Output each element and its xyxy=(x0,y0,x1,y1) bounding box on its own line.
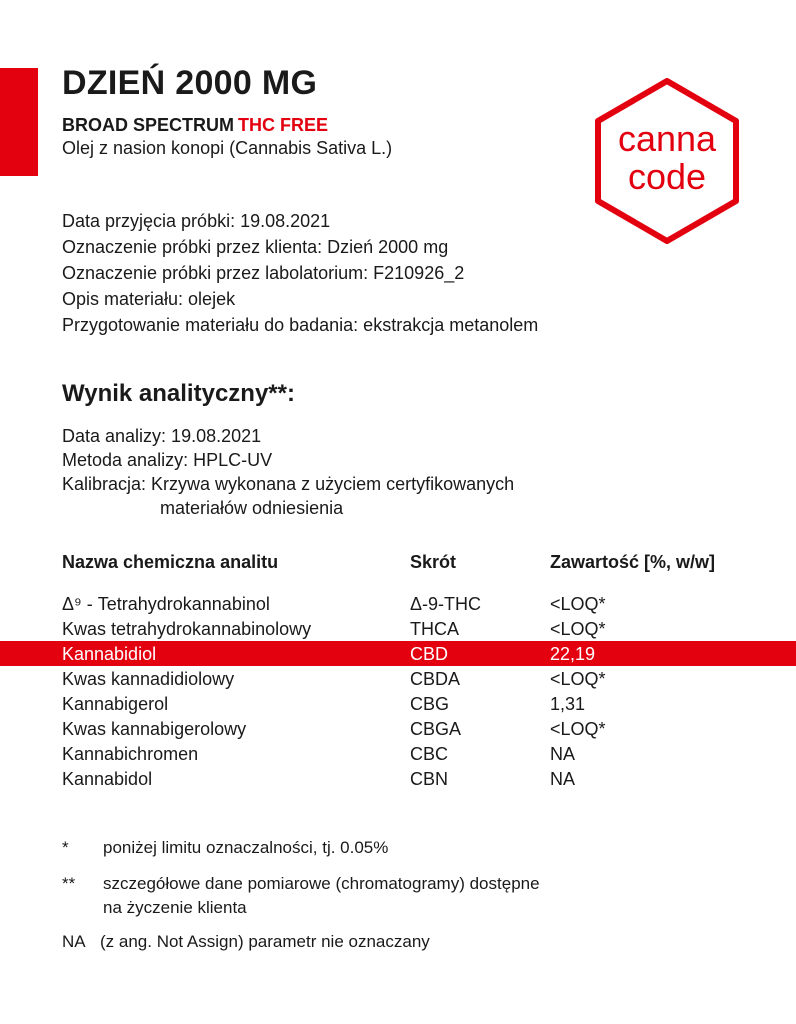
table-row xyxy=(0,591,796,616)
material-preparation: Przygotowanie materiału do badania: ekstrakcja metanolem xyxy=(62,315,539,335)
analyte-abbr: CBGA xyxy=(410,719,462,739)
analyte-value: <LOQ* xyxy=(550,594,606,614)
spectrum-label: BROAD SPECTRUM xyxy=(62,115,235,135)
analysis-info xyxy=(62,424,514,520)
logo-line-2: code xyxy=(627,156,707,197)
calibration-line-1: Kalibracja: Krzywa wykonana z użyciem certyfikowanych xyxy=(62,474,515,494)
table-row xyxy=(0,766,796,791)
footnote-3-mark: NA xyxy=(62,932,86,951)
analyte-abbr: CBD xyxy=(410,644,449,664)
analyte-abbr: CBC xyxy=(410,744,449,764)
sample-info xyxy=(62,208,538,338)
table-row-highlighted xyxy=(0,641,796,666)
analyte-abbr: CBN xyxy=(410,769,449,789)
analysis-title: Wynik analityczny**: xyxy=(62,380,295,407)
canna-code-logo xyxy=(592,75,742,247)
sample-date: Data przyjęcia próbki: 19.08.2021 xyxy=(62,211,331,231)
analyte-value: <LOQ* xyxy=(550,669,606,689)
logo-line-1: canna xyxy=(617,118,717,159)
product-title: DZIEŃ 2000 MG xyxy=(62,64,318,102)
footnote-1-text: poniżej limitu oznaczalności, tj. 0.05% xyxy=(103,838,389,857)
analysis-date: Data analizy: 19.08.2021 xyxy=(62,426,262,446)
analyte-abbr: Δ-9-THC xyxy=(410,594,482,614)
footnote-2-text-cont: na życzenie klienta xyxy=(103,898,247,917)
analyte-value: 1,31 xyxy=(550,694,586,714)
header-content: Zawartość [%, w/w] xyxy=(550,552,716,572)
analyte-abbr: THCA xyxy=(410,619,459,639)
analyte-name: Kannabidiol xyxy=(62,644,157,664)
calibration-line-2: materiałów odniesienia xyxy=(160,498,344,518)
analyte-name: Kannabigerol xyxy=(62,694,169,714)
table-row xyxy=(0,741,796,766)
header-abbr: Skrót xyxy=(410,552,457,572)
product-subtitle xyxy=(62,115,328,136)
client-sample-id: Oznaczenie próbki przez klienta: Dzień 2000 mg xyxy=(62,237,449,257)
accent-bar xyxy=(0,68,38,176)
material-description: Opis materiału: olejek xyxy=(62,289,236,309)
analysis-method: Metoda analizy: HPLC-UV xyxy=(62,450,273,470)
footnote-3-text: (z ang. Not Assign) parametr nie oznaczany xyxy=(100,932,430,951)
footnote-1-mark: * xyxy=(62,838,69,857)
analyte-abbr: CBDA xyxy=(410,669,461,689)
table-row xyxy=(0,666,796,691)
analyte-value: <LOQ* xyxy=(550,719,606,739)
analyte-value: 22,19 xyxy=(550,644,596,664)
analyte-value: NA xyxy=(550,744,576,764)
thc-free-label: THC FREE xyxy=(238,115,329,135)
table-row xyxy=(0,716,796,741)
table-row xyxy=(0,691,796,716)
footnote-2-mark: ** xyxy=(62,874,76,893)
analyte-name: Kannabidol xyxy=(62,769,153,789)
analyte-name: Kwas kannabigerolowy xyxy=(62,719,247,739)
table-row xyxy=(0,616,796,641)
analyte-name: Kwas tetrahydrokannabinolowy xyxy=(62,619,312,639)
analyte-abbr: CBG xyxy=(410,694,450,714)
footnote-2-text: szczegółowe dane pomiarowe (chromatogramy) dostępne xyxy=(103,874,540,893)
analyte-value: NA xyxy=(550,769,576,789)
product-origin: Olej z nasion konopi (Cannabis Sativa L.) xyxy=(62,138,393,158)
header-analyte: Nazwa chemiczna analitu xyxy=(62,552,279,572)
lab-sample-id: Oznaczenie próbki przez labolatorium: F210926_2 xyxy=(62,263,465,283)
analyte-name: Kannabichromen xyxy=(62,744,199,764)
analyte-value: <LOQ* xyxy=(550,619,606,639)
analyte-name: Δ⁹ - Tetrahydrokannabinol xyxy=(62,594,270,614)
analyte-name: Kwas kannadidiolowy xyxy=(62,669,235,689)
